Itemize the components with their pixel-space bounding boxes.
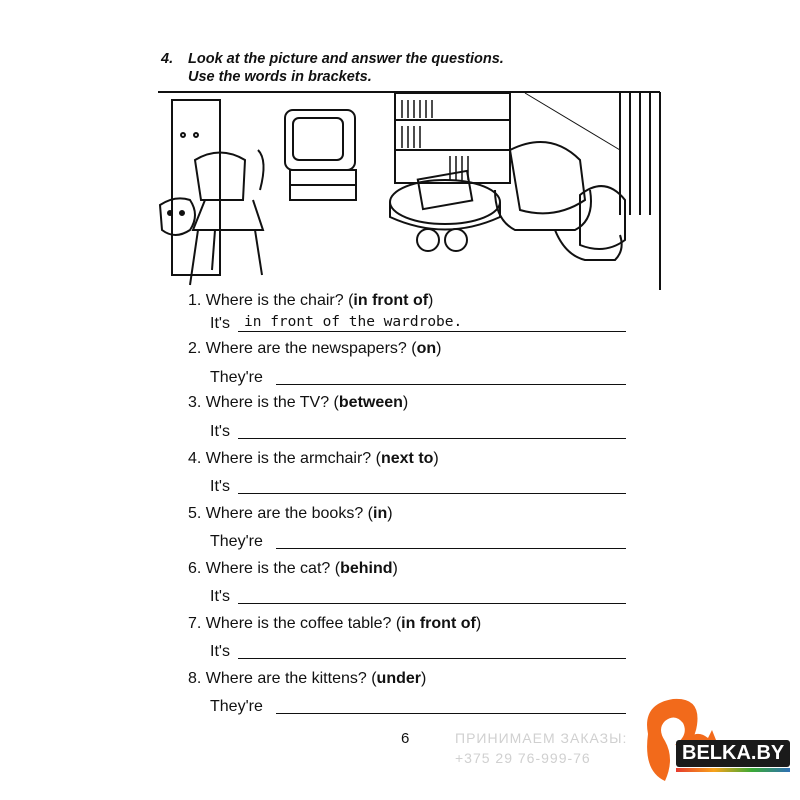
answer-line-8[interactable] [276, 695, 626, 714]
question-2: 2. Where are the newspapers? (on) [188, 340, 442, 357]
answer-prefix-7: It's [210, 643, 230, 660]
answer-prefix-1: It's [210, 315, 230, 332]
answer-line-3[interactable] [238, 420, 626, 439]
task-instruction-line2: Use the words in brackets. [188, 69, 372, 85]
answer-prefix-2: They're [210, 369, 263, 386]
answer-line-5[interactable] [276, 530, 626, 549]
watermark-line2: +375 29 76-999-76 [455, 750, 591, 766]
task-number: 4. [161, 51, 174, 67]
logo-color-bar [676, 768, 790, 772]
living-room-illustration [150, 90, 662, 290]
task-instruction-line1: Look at the picture and answer the questions. [188, 51, 504, 67]
logo-text[interactable]: BELKA.BY [676, 740, 790, 767]
watermark-line1: ПРИНИМАЕМ ЗАКАЗЫ: [455, 730, 628, 746]
question-8: 8. Where are the kittens? (under) [188, 670, 427, 687]
watermark [455, 728, 627, 768]
question-6: 6. Where is the cat? (behind) [188, 560, 398, 577]
question-1: 1. Where is the chair? (in front of) [188, 292, 434, 309]
question-7: 7. Where is the coffee table? (in front of) [188, 615, 482, 632]
answer-text-1: in front of the wardrobe. [244, 314, 463, 330]
question-5: 5. Where are the books? (in) [188, 505, 393, 522]
answer-prefix-3: It's [210, 423, 230, 440]
answer-prefix-5: They're [210, 533, 263, 550]
answer-line-6[interactable] [238, 585, 626, 604]
question-4: 4. Where is the armchair? (next to) [188, 450, 439, 467]
question-3: 3. Where is the TV? (between) [188, 394, 409, 411]
answer-line-2[interactable] [276, 366, 626, 385]
answer-prefix-4: It's [210, 478, 230, 495]
answer-line-7[interactable] [238, 640, 626, 659]
answer-prefix-8: They're [210, 698, 263, 715]
answer-prefix-6: It's [210, 588, 230, 605]
living-room-picture [150, 90, 662, 290]
page-number: 6 [401, 730, 410, 747]
answer-line-4[interactable] [238, 475, 626, 494]
